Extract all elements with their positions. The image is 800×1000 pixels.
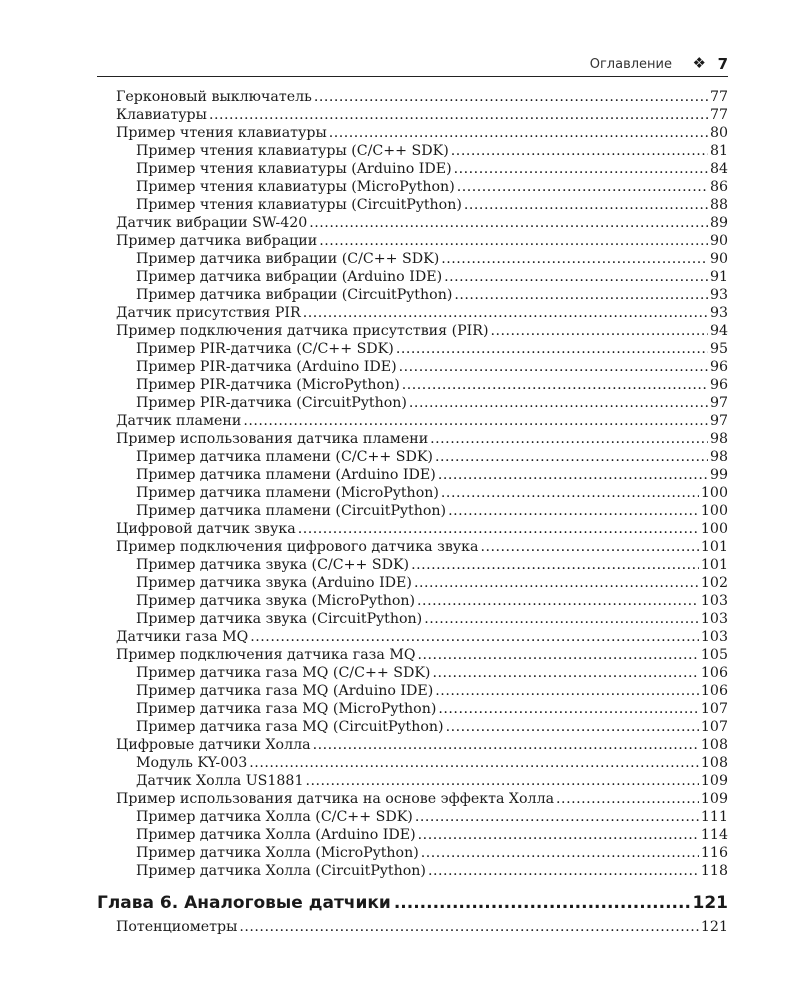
toc-entry[interactable] bbox=[116, 520, 728, 538]
toc-entry[interactable] bbox=[116, 754, 728, 772]
toc-entry-page: 89 bbox=[709, 215, 728, 231]
toc-entry-page: 102 bbox=[700, 575, 728, 591]
leader-dots bbox=[394, 893, 690, 913]
toc-entry[interactable] bbox=[116, 376, 728, 394]
leader-dots bbox=[430, 430, 708, 448]
toc-entry-title: Пример датчика Холла (CircuitPython) bbox=[136, 863, 426, 879]
leader-dots bbox=[305, 772, 698, 790]
toc-entry-title: Пример подключения датчика газа MQ bbox=[116, 647, 416, 663]
table-of-contents-continued bbox=[116, 918, 728, 936]
leader-dots bbox=[414, 574, 699, 592]
toc-entry-title: Цифровой датчик звука bbox=[116, 521, 296, 537]
toc-entry-page: 103 bbox=[700, 611, 728, 627]
leader-dots bbox=[428, 862, 699, 880]
leader-dots bbox=[309, 214, 708, 232]
toc-entry[interactable] bbox=[116, 484, 728, 502]
toc-entry-page: 103 bbox=[700, 629, 728, 645]
toc-entry-page: 100 bbox=[700, 485, 728, 501]
leader-dots bbox=[396, 340, 708, 358]
toc-entry-page: 105 bbox=[700, 647, 728, 663]
toc-entry-page: 90 bbox=[709, 251, 728, 267]
leader-dots bbox=[411, 556, 699, 574]
leader-dots bbox=[415, 808, 699, 826]
leader-dots bbox=[438, 466, 708, 484]
toc-entry-page: 93 bbox=[709, 287, 728, 303]
toc-entry-page: 103 bbox=[700, 593, 728, 609]
toc-entry-title: Пример подключения цифрового датчика звука bbox=[116, 539, 479, 555]
toc-entry[interactable] bbox=[116, 394, 728, 412]
toc-entry[interactable] bbox=[116, 918, 728, 936]
leader-dots bbox=[441, 250, 708, 268]
toc-entry-title: Датчики газа MQ bbox=[116, 629, 249, 645]
toc-entry-title: Пример датчика пламени (CircuitPython) bbox=[136, 503, 447, 519]
toc-entry-title: Пример датчика вибрации bbox=[116, 233, 318, 249]
leader-dots bbox=[421, 844, 699, 862]
toc-entry[interactable] bbox=[116, 268, 728, 286]
toc-entry-title: Пример PIR-датчика (CircuitPython) bbox=[136, 395, 407, 411]
toc-entry[interactable] bbox=[116, 142, 728, 160]
toc-entry[interactable] bbox=[116, 700, 728, 718]
toc-entry-page: 99 bbox=[709, 467, 728, 483]
toc-entry-page: 88 bbox=[709, 197, 728, 213]
toc-entry-title: Пример PIR-датчика (Arduino IDE) bbox=[136, 359, 397, 375]
leader-dots bbox=[448, 502, 699, 520]
toc-entry-title: Пример датчика звука (C/C++ SDK) bbox=[136, 557, 410, 573]
leader-dots bbox=[402, 376, 708, 394]
leader-dots bbox=[209, 106, 708, 124]
toc-entry-page: 96 bbox=[709, 377, 728, 393]
toc-entry-page: 84 bbox=[709, 161, 728, 177]
running-header bbox=[97, 54, 728, 77]
toc-entry[interactable] bbox=[116, 196, 728, 214]
chapter-heading[interactable] bbox=[97, 893, 728, 913]
toc-entry-page: 107 bbox=[700, 719, 728, 735]
toc-entry-title: Пример чтения клавиатуры (C/C++ SDK) bbox=[136, 143, 449, 159]
toc-entry[interactable] bbox=[116, 466, 728, 484]
toc-entry-page: 91 bbox=[709, 269, 728, 285]
leader-dots bbox=[243, 412, 708, 430]
toc-entry[interactable] bbox=[116, 826, 728, 844]
toc-entry-page: 80 bbox=[709, 125, 728, 141]
toc-entry-page: 108 bbox=[700, 737, 728, 753]
toc-entry-page: 116 bbox=[700, 845, 728, 861]
toc-entry-page: 109 bbox=[700, 773, 728, 789]
toc-entry-page: 97 bbox=[709, 395, 728, 411]
toc-entry-page: 107 bbox=[700, 701, 728, 717]
toc-entry-title: Датчик вибрации SW-420 bbox=[116, 215, 308, 231]
chapter-title: Глава 6. Аналоговые датчики bbox=[97, 893, 391, 913]
toc-entry-title: Пример датчика газа MQ (Arduino IDE) bbox=[136, 683, 434, 699]
leader-dots bbox=[491, 322, 708, 340]
toc-entry[interactable] bbox=[116, 106, 728, 124]
toc-entry-page: 97 bbox=[709, 413, 728, 429]
toc-entry-page: 121 bbox=[700, 919, 728, 935]
toc-entry-title: Пример датчика Холла (Arduino IDE) bbox=[136, 827, 416, 843]
toc-entry[interactable] bbox=[116, 502, 728, 520]
leader-dots bbox=[329, 124, 708, 142]
leader-dots bbox=[313, 736, 699, 754]
toc-entry-page: 98 bbox=[709, 431, 728, 447]
chapter-page: 121 bbox=[692, 893, 728, 913]
toc-entry[interactable] bbox=[116, 124, 728, 142]
leader-dots bbox=[249, 754, 699, 772]
leader-dots bbox=[418, 826, 699, 844]
leader-dots bbox=[314, 88, 708, 106]
toc-entry[interactable] bbox=[116, 592, 728, 610]
leader-dots bbox=[424, 610, 699, 628]
toc-entry-page: 93 bbox=[709, 305, 728, 321]
toc-entry[interactable] bbox=[116, 358, 728, 376]
toc-entry-page: 96 bbox=[709, 359, 728, 375]
toc-entry-title: Пример датчика вибрации (Arduino IDE) bbox=[136, 269, 443, 285]
toc-entry[interactable] bbox=[116, 736, 728, 754]
toc-entry-page: 86 bbox=[709, 179, 728, 195]
toc-entry[interactable] bbox=[116, 772, 728, 790]
toc-entry-page: 100 bbox=[700, 521, 728, 537]
header-title: Оглавление bbox=[589, 57, 672, 72]
toc-entry-title: Пример датчика газа MQ (CircuitPython) bbox=[136, 719, 444, 735]
toc-entry[interactable] bbox=[116, 610, 728, 628]
toc-entry[interactable] bbox=[116, 808, 728, 826]
leader-dots bbox=[432, 664, 698, 682]
toc-entry-page: 95 bbox=[709, 341, 728, 357]
diamond-ornament-icon: ❖ bbox=[692, 54, 706, 72]
toc-entry-title: Пример датчика звука (MicroPython) bbox=[136, 593, 416, 609]
toc-entry-title: Пример датчика звука (CircuitPython) bbox=[136, 611, 423, 627]
toc-entry-page: 100 bbox=[700, 503, 728, 519]
toc-entry[interactable] bbox=[116, 214, 728, 232]
toc-entry[interactable] bbox=[116, 664, 728, 682]
toc-entry[interactable] bbox=[116, 538, 728, 556]
toc-entry[interactable] bbox=[116, 448, 728, 466]
leader-dots bbox=[435, 682, 699, 700]
toc-entry-page: 90 bbox=[709, 233, 728, 249]
toc-entry[interactable] bbox=[116, 628, 728, 646]
leader-dots bbox=[464, 196, 708, 214]
toc-entry[interactable] bbox=[116, 574, 728, 592]
leader-dots bbox=[303, 304, 708, 322]
leader-dots bbox=[438, 700, 699, 718]
toc-entry-title: Пример чтения клавиатуры bbox=[116, 125, 327, 141]
toc-entry-title: Датчик пламени bbox=[116, 413, 242, 429]
leader-dots bbox=[441, 484, 699, 502]
toc-entry[interactable] bbox=[116, 790, 728, 808]
leader-dots bbox=[417, 592, 699, 610]
toc-entry-title: Датчик присутствия PIR bbox=[116, 305, 301, 321]
leader-dots bbox=[454, 286, 708, 304]
toc-entry-title: Пример PIR-датчика (C/C++ SDK) bbox=[136, 341, 394, 357]
toc-entry[interactable] bbox=[116, 646, 728, 664]
toc-entry-page: 101 bbox=[700, 557, 728, 573]
toc-entry-page: 106 bbox=[700, 683, 728, 699]
leader-dots bbox=[556, 790, 699, 808]
toc-entry-page: 109 bbox=[700, 791, 728, 807]
toc-entry-title: Пример датчика звука (Arduino IDE) bbox=[136, 575, 412, 591]
toc-entry[interactable] bbox=[116, 682, 728, 700]
leader-dots bbox=[480, 538, 698, 556]
toc-entry-page: 114 bbox=[700, 827, 728, 843]
toc-entry-page: 106 bbox=[700, 665, 728, 681]
toc-entry-title: Датчик Холла US1881 bbox=[136, 773, 304, 789]
toc-entry-title: Пример чтения клавиатуры (CircuitPython) bbox=[136, 197, 462, 213]
toc-entry[interactable] bbox=[116, 232, 728, 250]
toc-entry-title: Герконовый выключатель bbox=[116, 89, 312, 105]
toc-entry-title: Пример датчика вибрации (C/C++ SDK) bbox=[136, 251, 440, 267]
toc-entry[interactable] bbox=[116, 844, 728, 862]
toc-entry-page: 98 bbox=[709, 449, 728, 465]
leader-dots bbox=[399, 358, 708, 376]
toc-entry[interactable] bbox=[116, 322, 728, 340]
toc-entry-page: 108 bbox=[700, 755, 728, 771]
toc-entry-title: Модуль KY-003 bbox=[136, 755, 248, 771]
toc-entry-page: 81 bbox=[709, 143, 728, 159]
toc-entry-title: Цифровые датчики Холла bbox=[116, 737, 311, 753]
toc-entry-title: Пример датчика Холла (C/C++ SDK) bbox=[136, 809, 413, 825]
toc-entry-title: Пример датчика пламени (Arduino IDE) bbox=[136, 467, 436, 483]
toc-entry-page: 77 bbox=[709, 107, 728, 123]
leader-dots bbox=[446, 718, 699, 736]
toc-entry[interactable] bbox=[116, 412, 728, 430]
toc-entry[interactable] bbox=[116, 88, 728, 106]
toc-entry-title: Пример датчика Холла (MicroPython) bbox=[136, 845, 419, 861]
leader-dots bbox=[319, 232, 708, 250]
leader-dots bbox=[435, 448, 708, 466]
toc-entry-title: Пример датчика пламени (MicroPython) bbox=[136, 485, 439, 501]
toc-entry[interactable] bbox=[116, 160, 728, 178]
leader-dots bbox=[239, 918, 699, 936]
toc-entry[interactable] bbox=[116, 718, 728, 736]
toc-entry-title: Пример датчика вибрации (CircuitPython) bbox=[136, 287, 453, 303]
toc-entry[interactable] bbox=[116, 340, 728, 358]
leader-dots bbox=[457, 178, 708, 196]
toc-entry[interactable] bbox=[116, 286, 728, 304]
toc-entry[interactable] bbox=[116, 430, 728, 448]
leader-dots bbox=[451, 142, 708, 160]
toc-entry-title: Пример чтения клавиатуры (MicroPython) bbox=[136, 179, 455, 195]
toc-entry-page: 94 bbox=[709, 323, 728, 339]
leader-dots bbox=[444, 268, 708, 286]
toc-entry-title: Пример датчика газа MQ (MicroPython) bbox=[136, 701, 437, 717]
toc-entry-title: Пример датчика пламени (C/C++ SDK) bbox=[136, 449, 433, 465]
toc-entry-title: Пример датчика газа MQ (C/C++ SDK) bbox=[136, 665, 431, 681]
toc-entry-title: Потенциометры bbox=[116, 919, 238, 935]
toc-entry-title: Пример использования датчика на основе эффекта Холла bbox=[116, 791, 555, 807]
leader-dots bbox=[454, 160, 708, 178]
toc-entry-title: Клавиатуры bbox=[116, 107, 207, 123]
toc-entry-page: 118 bbox=[700, 863, 728, 879]
toc-entry[interactable] bbox=[116, 862, 728, 880]
toc-entry-page: 111 bbox=[700, 809, 728, 825]
table-of-contents bbox=[116, 88, 728, 880]
leader-dots bbox=[409, 394, 708, 412]
toc-entry-title: Пример PIR-датчика (MicroPython) bbox=[136, 377, 400, 393]
toc-entry-title: Пример использования датчика пламени bbox=[116, 431, 429, 447]
toc-entry-page: 101 bbox=[700, 539, 728, 555]
leader-dots bbox=[250, 628, 699, 646]
toc-entry[interactable] bbox=[116, 178, 728, 196]
toc-entry-page: 77 bbox=[709, 89, 728, 105]
toc-entry[interactable] bbox=[116, 556, 728, 574]
toc-entry-title: Пример подключения датчика присутствия (PIR) bbox=[116, 323, 489, 339]
page-number: 7 bbox=[717, 55, 728, 73]
toc-entry[interactable] bbox=[116, 304, 728, 322]
toc-entry[interactable] bbox=[116, 250, 728, 268]
leader-dots bbox=[418, 646, 699, 664]
leader-dots bbox=[298, 520, 699, 538]
toc-entry-title: Пример чтения клавиатуры (Arduino IDE) bbox=[136, 161, 452, 177]
